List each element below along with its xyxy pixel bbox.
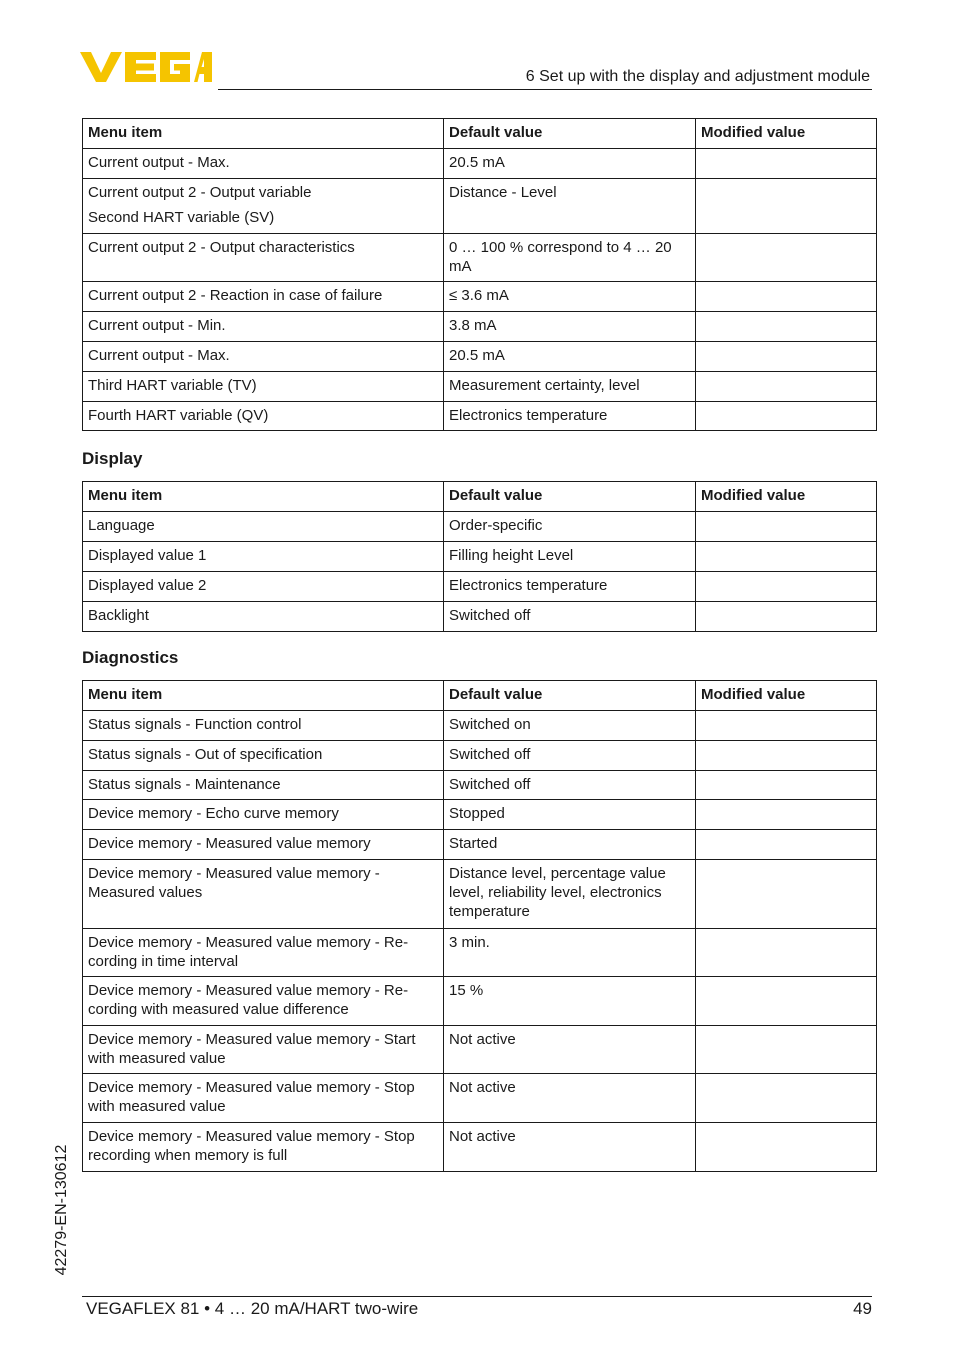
cell-text: Distance - Level: [449, 184, 557, 201]
modified-value-cell: [696, 1123, 877, 1172]
cell-text: Status signals - Maintenance: [88, 776, 281, 793]
column-header-menu-item: Menu item: [83, 482, 444, 512]
cell-text: Stopped: [449, 805, 505, 822]
modified-value-cell: [696, 800, 877, 830]
cell-text: Current output 2 - Output characteristics: [88, 239, 355, 256]
default-value-cell: [444, 602, 696, 632]
cell-text: Device memory - Measured value memory - Stop recording when memory is full: [88, 1128, 415, 1164]
cell-text: Displayed value 1: [88, 547, 207, 564]
menu-item-cell: [83, 512, 444, 542]
modified-value-cell: [696, 860, 877, 929]
menu-item-cell: [83, 282, 444, 312]
default-value-cell: [444, 542, 696, 572]
default-value-cell: [444, 800, 696, 830]
cell-text: Not active: [449, 1128, 516, 1145]
menu-item-cell: [83, 179, 444, 234]
table-row: [83, 234, 877, 282]
document-code: 42279-EN-130612: [53, 1144, 70, 1276]
default-value-cell: [444, 771, 696, 800]
modified-value-cell: [696, 282, 877, 312]
current-output-table: [82, 118, 877, 431]
default-value-cell: [444, 1026, 696, 1074]
modified-value-cell: [696, 542, 877, 572]
cell-text: Current output - Min.: [88, 317, 226, 334]
table-row: [83, 1123, 877, 1172]
cell-text: Third HART variable (TV): [88, 377, 257, 394]
cell-text: Device memory - Measured value memory: [88, 835, 371, 852]
cell-text: Switched off: [449, 776, 531, 793]
cell-text: Switched off: [449, 607, 531, 624]
table-body: [83, 711, 877, 1172]
modified-value-cell: [696, 572, 877, 602]
header-divider: [218, 89, 872, 90]
column-header-modified-value: Modified value: [696, 119, 877, 149]
column-header-default-value: Default value: [444, 119, 696, 149]
default-value-cell: [444, 372, 696, 402]
cell-text: Device memory - Measured value memory - Re-cording with measured value difference: [88, 982, 409, 1018]
table-row: [83, 512, 877, 542]
cell-text: Device memory - Measured value memory - Start with measured value: [88, 1031, 416, 1067]
modified-value-cell: [696, 741, 877, 771]
table-row: [83, 179, 877, 234]
menu-item-cell: [83, 1026, 444, 1074]
default-value-cell: [444, 741, 696, 771]
cell-text: 3.8 mA: [449, 317, 497, 334]
menu-item-cell: [83, 234, 444, 282]
menu-item-cell: [83, 572, 444, 602]
default-value-cell: [444, 402, 696, 431]
menu-item-cell: [83, 800, 444, 830]
table-row: [83, 402, 877, 431]
default-value-cell: [444, 1074, 696, 1123]
cell-text: Displayed value 2: [88, 577, 207, 594]
table-body: [83, 512, 877, 632]
default-value-cell: [444, 1123, 696, 1172]
cell-text: Switched off: [449, 746, 531, 763]
table-row: [83, 1074, 877, 1123]
menu-item-cell: [83, 977, 444, 1026]
cell-text: Second HART variable (SV): [88, 209, 275, 226]
table-row: [83, 342, 877, 372]
cell-text: Current output - Max.: [88, 154, 230, 171]
default-value-cell: [444, 312, 696, 342]
display-heading: Display: [82, 449, 143, 468]
default-value-cell: [444, 860, 696, 929]
modified-value-cell: [696, 1074, 877, 1123]
cell-text: Language: [88, 517, 155, 534]
cell-text: 0 … 100 % correspond to 4 … 20 mA: [449, 239, 672, 275]
display-table: [82, 481, 877, 632]
cell-text: Current output 2 - Output variable: [88, 184, 312, 201]
default-value-cell: [444, 149, 696, 179]
default-value-cell: [444, 282, 696, 312]
modified-value-cell: [696, 711, 877, 741]
cell-text: Device memory - Measured value memory - Re-cording in time interval: [88, 934, 409, 970]
cell-text: Started: [449, 835, 498, 852]
default-value-cell: [444, 512, 696, 542]
column-header-menu-item: Menu item: [83, 119, 444, 149]
table-row: [83, 282, 877, 312]
cell-text: Fourth HART variable (QV): [88, 407, 269, 424]
cell-text: 3 min.: [449, 934, 490, 951]
default-value-cell: [444, 234, 696, 282]
menu-item-cell: [83, 402, 444, 431]
table-row: [83, 741, 877, 771]
menu-item-cell: [83, 860, 444, 929]
modified-value-cell: [696, 402, 877, 431]
table-row: [83, 771, 877, 800]
table-header-row: [83, 482, 877, 512]
menu-item-cell: [83, 1074, 444, 1123]
table-row: [83, 149, 877, 179]
default-value-cell: [444, 929, 696, 977]
cell-text: Device memory - Measured value memory - Stop with measured value: [88, 1079, 415, 1115]
cell-text: Not active: [449, 1031, 516, 1048]
column-header-menu-item: Menu item: [83, 681, 444, 711]
modified-value-cell: [696, 602, 877, 632]
modified-value-cell: [696, 234, 877, 282]
cell-text: Order-specific: [449, 517, 543, 534]
table-row: [83, 542, 877, 572]
menu-item-cell: [83, 1123, 444, 1172]
menu-item-cell: [83, 372, 444, 402]
modified-value-cell: [696, 179, 877, 234]
table-row: [83, 929, 877, 977]
menu-item-cell: [83, 771, 444, 800]
cell-text: Status signals - Function control: [88, 716, 302, 733]
modified-value-cell: [696, 312, 877, 342]
default-value-cell: [444, 342, 696, 372]
menu-item-cell: [83, 602, 444, 632]
cell-text: Electronics temperature: [449, 407, 608, 424]
modified-value-cell: [696, 771, 877, 800]
default-value-cell: [444, 572, 696, 602]
table-row: [83, 711, 877, 741]
column-header-modified-value: Modified value: [696, 482, 877, 512]
table-header-row: [83, 119, 877, 149]
column-header-default-value: Default value: [444, 482, 696, 512]
modified-value-cell: [696, 512, 877, 542]
menu-item-cell: [83, 149, 444, 179]
cell-text: Switched on: [449, 716, 531, 733]
footer-title: VEGAFLEX 81 • 4 … 20 mA/HART two-wire: [86, 1299, 419, 1318]
menu-item-cell: [83, 342, 444, 372]
default-value-cell: [444, 830, 696, 860]
table-row: [83, 372, 877, 402]
menu-item-cell: [83, 830, 444, 860]
cell-text: Current output - Max.: [88, 347, 230, 364]
table-row: [83, 830, 877, 860]
cell-text: Electronics temperature: [449, 577, 608, 594]
table-header-row: [83, 681, 877, 711]
cell-text: Filling height Level: [449, 547, 574, 564]
page-number: 49: [853, 1299, 872, 1318]
menu-item-cell: [83, 312, 444, 342]
cell-text: 20.5 mA: [449, 154, 505, 171]
default-value-cell: [444, 711, 696, 741]
menu-item-cell: [83, 711, 444, 741]
vega-logo: [80, 50, 212, 84]
footer-divider: [82, 1296, 872, 1297]
table-row: [83, 977, 877, 1026]
cell-text: Current output 2 - Reaction in case of failure: [88, 287, 383, 304]
default-value-cell: [444, 179, 696, 234]
table-row: [83, 860, 877, 929]
table-row: [83, 1026, 877, 1074]
cell-text: Status signals - Out of specification: [88, 746, 323, 763]
cell-text: Device memory - Echo curve memory: [88, 805, 339, 822]
cell-text: Not active: [449, 1079, 516, 1096]
table-row: [83, 800, 877, 830]
menu-item-cell: [83, 542, 444, 572]
modified-value-cell: [696, 342, 877, 372]
header-section-title: 6 Set up with the display and adjustment module: [525, 68, 870, 85]
cell-text: 15 %: [449, 982, 484, 999]
modified-value-cell: [696, 929, 877, 977]
cell-text: 20.5 mA: [449, 347, 505, 364]
cell-text: Distance level, percentage value level, reliability level, electronics temperature: [449, 865, 666, 920]
table-row: [83, 312, 877, 342]
diagnostics-heading: Diagnostics: [82, 648, 179, 667]
menu-item-cell: [83, 741, 444, 771]
modified-value-cell: [696, 1026, 877, 1074]
table-row: [83, 572, 877, 602]
modified-value-cell: [696, 149, 877, 179]
table-body: [83, 149, 877, 431]
cell-text: Backlight: [88, 607, 149, 624]
modified-value-cell: [696, 372, 877, 402]
modified-value-cell: [696, 977, 877, 1026]
modified-value-cell: [696, 830, 877, 860]
menu-item-cell: [83, 929, 444, 977]
column-header-modified-value: Modified value: [696, 681, 877, 711]
cell-text: Device memory - Measured value memory - Measured values: [88, 865, 380, 901]
default-value-cell: [444, 977, 696, 1026]
column-header-default-value: Default value: [444, 681, 696, 711]
cell-text: Measurement certainty, level: [449, 377, 640, 394]
diagnostics-table: [82, 680, 877, 1172]
cell-text: ≤ 3.6 mA: [449, 287, 509, 304]
table-row: [83, 602, 877, 632]
